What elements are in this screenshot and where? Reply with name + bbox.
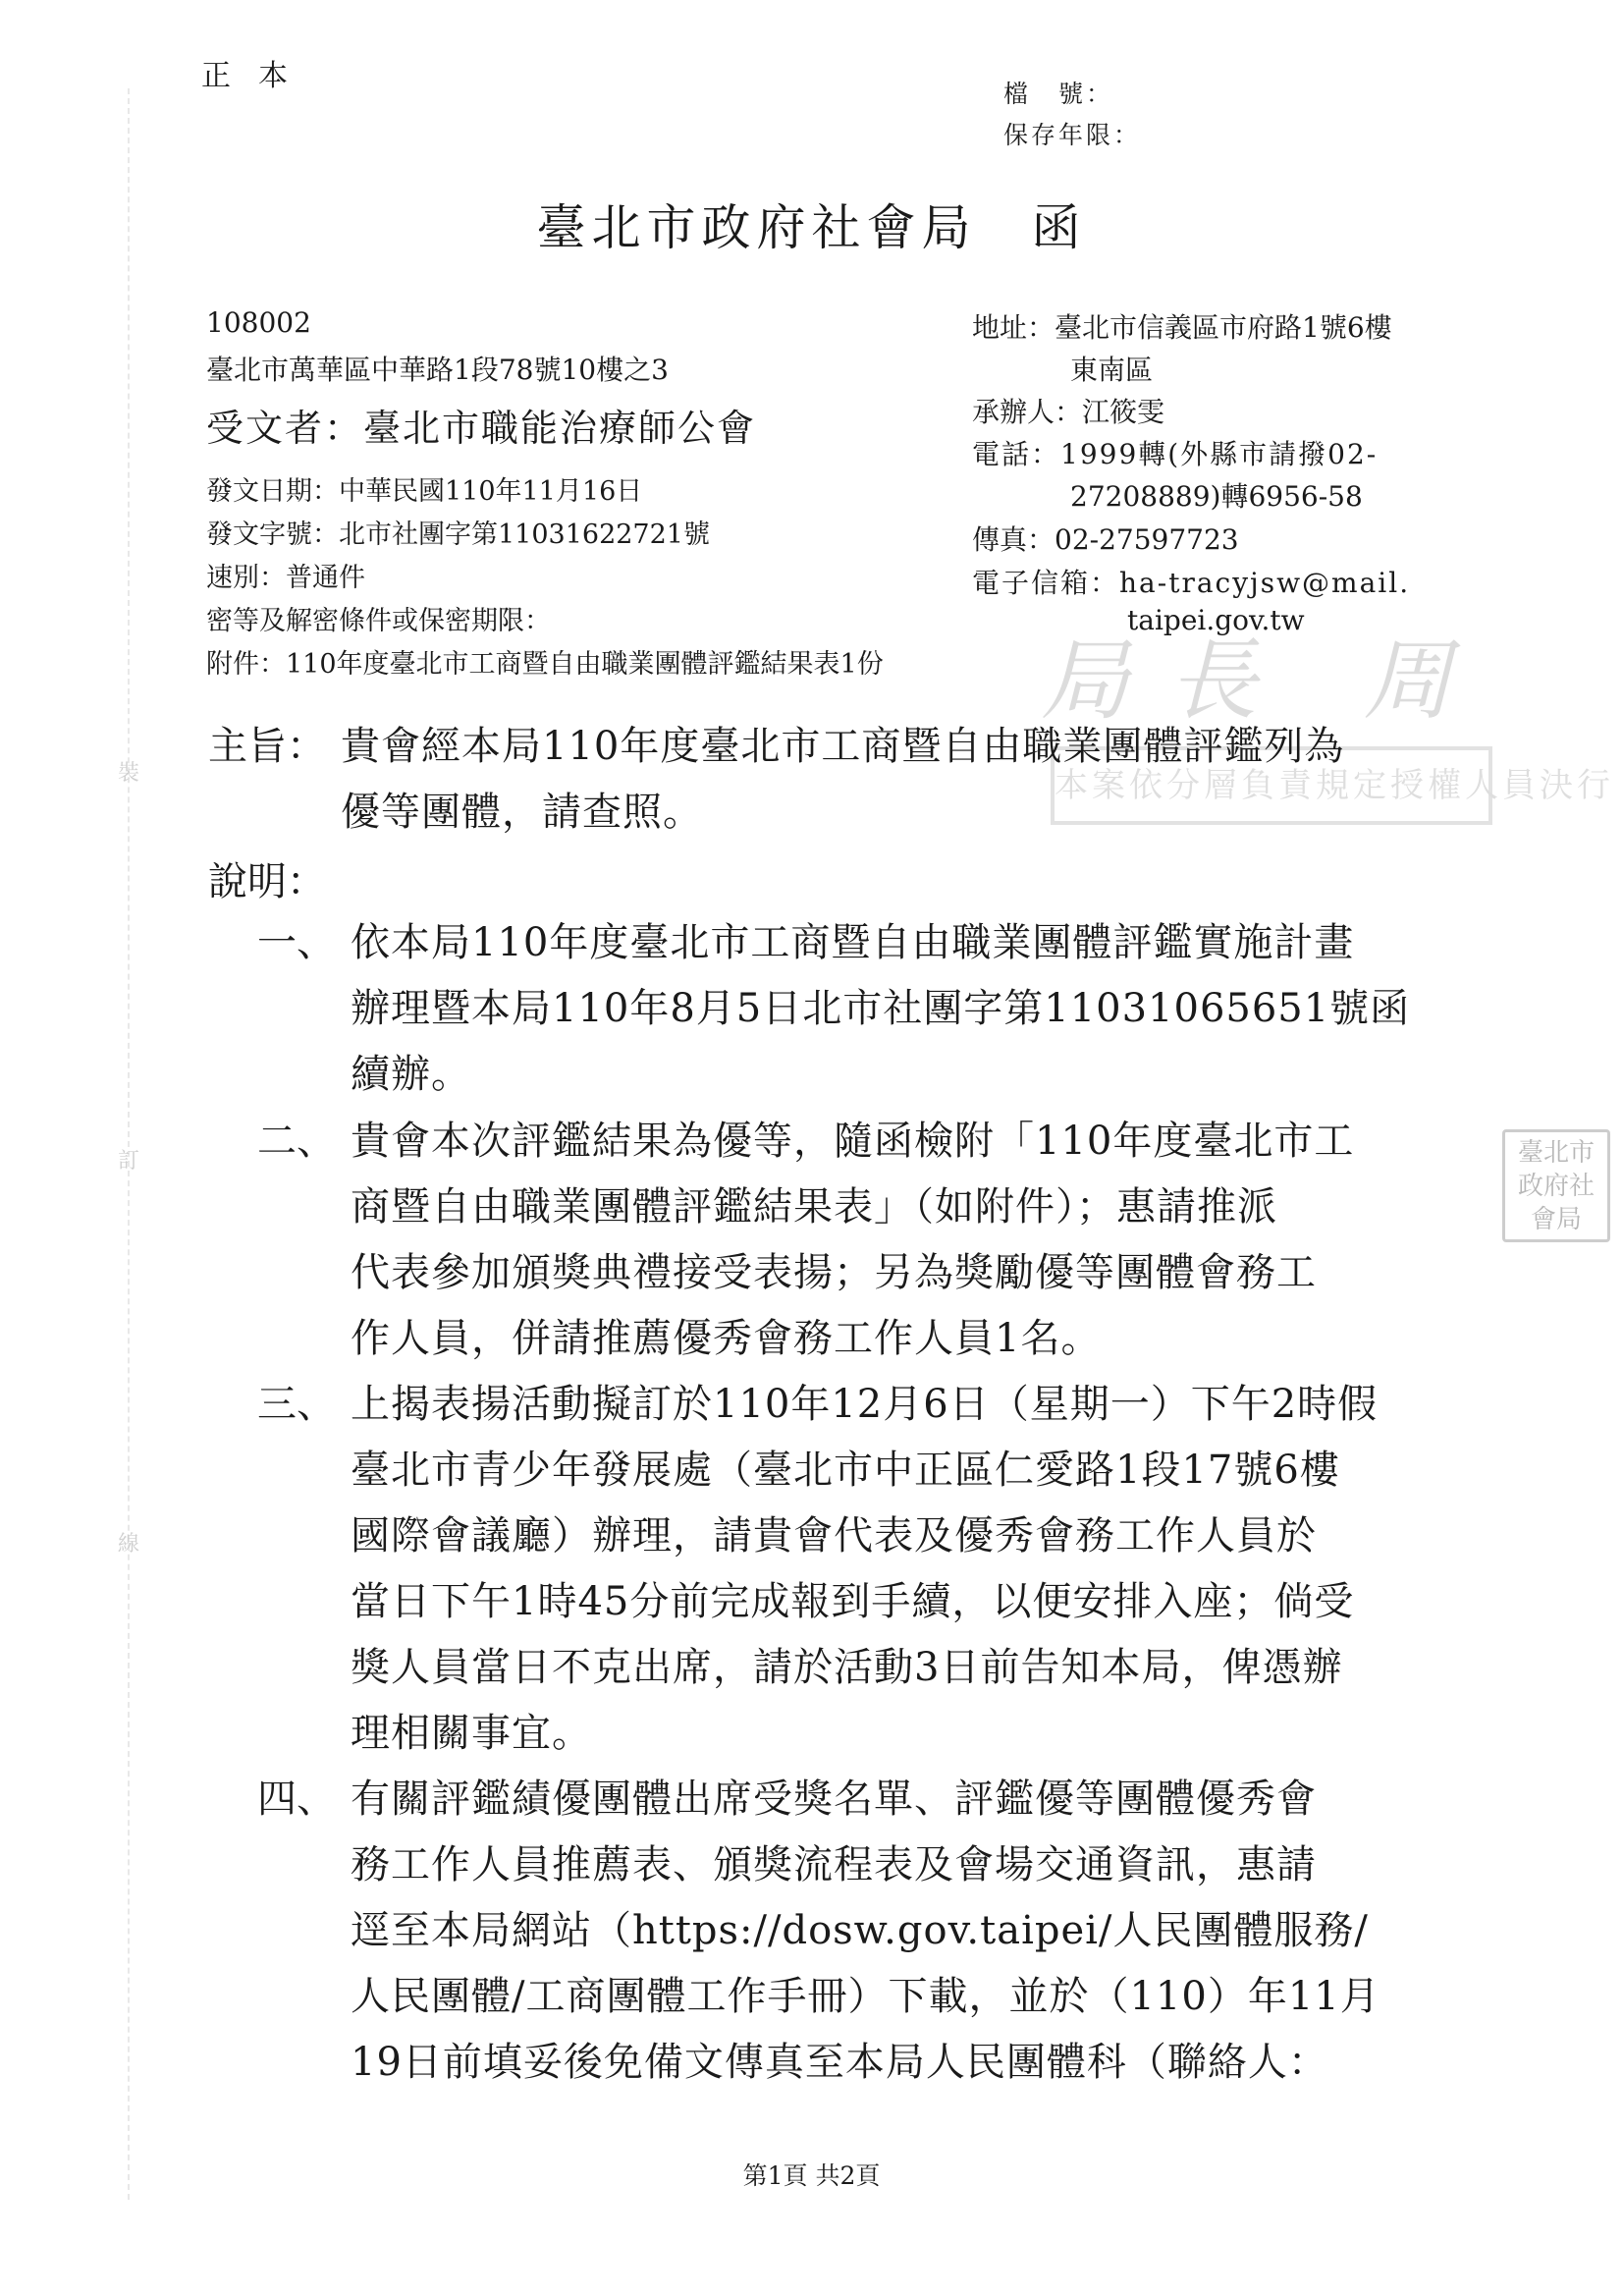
item-line: 國際會議廳）辦理，請貴會代表及優秀會務工作人員於 <box>351 1513 1317 1558</box>
recipient: 受文者：臺北市職能治療師公會 <box>206 407 757 450</box>
issue-date: 發文日期：中華民國110年11月16日 <box>206 476 643 507</box>
official-seal-text: 臺北市政府社會局 <box>1517 1138 1595 1234</box>
item-line: 臺北市青少年發展處（臺北市中正區仁愛路1段17號6樓 <box>351 1448 1340 1493</box>
director-signature-stamp: 局長 周 <box>1041 629 1491 733</box>
item-number: 一、 <box>257 920 336 965</box>
item-line: 商暨自由職業團體評鑑結果表」（如附件）；惠請推派 <box>351 1184 1277 1230</box>
subject-label: 主旨： <box>208 724 326 769</box>
item-line: 貴會本次評鑑結果為優等，隨函檢附「110年度臺北市工 <box>351 1119 1355 1164</box>
attachment: 附件：110年度臺北市工商暨自由職業團體評鑑結果表1份 <box>206 649 884 680</box>
item-line: 逕至本局網站（https://dosw.gov.taipei/人民團體服務/ <box>351 1908 1369 1953</box>
item-line: 依本局110年度臺北市工商暨自由職業團體評鑑實施計畫 <box>351 920 1355 965</box>
item-line: 理相關事宜。 <box>351 1711 592 1756</box>
contact-phone-cont: 27208889)轉6956-58 <box>1070 480 1363 513</box>
item-line: 19日前填妥後免備文傳真至本局人民團體科（聯絡人： <box>351 2040 1328 2085</box>
document-number: 發文字號：北市社團字第11031622721號 <box>206 519 710 550</box>
binding-mark-zhuang: 裝 <box>118 761 140 786</box>
item-line: 人民團體/工商團體工作手冊）下載，並於（110）年11月 <box>351 1974 1380 2019</box>
item-line: 續辦。 <box>351 1052 471 1097</box>
official-seal <box>1502 1129 1610 1242</box>
item-line: 獎人員當日不克出席，請於活動3日前告知本局，俾憑辦 <box>351 1645 1343 1690</box>
delivery-speed: 速別：普通件 <box>206 563 365 593</box>
item-line: 有關評鑑績優團體出席受獎名單、評鑑優等團體優秀會 <box>351 1777 1317 1822</box>
item-number: 二、 <box>257 1119 336 1164</box>
item-line: 代表參加頒獎典禮接受表揚；另為獎勵優等團體會務工 <box>351 1250 1317 1295</box>
item-line: 當日下午1時45分前完成報到手續，以便安排入座；倘受 <box>351 1579 1355 1624</box>
page-footer: 第1頁 共2頁 <box>742 2161 881 2190</box>
copy-mark: 正本 <box>201 59 315 93</box>
subject-line: 貴會經本局110年度臺北市工商暨自由職業團體評鑑列為 <box>341 724 1345 769</box>
contact-email: 電子信箱：ha-tracyjsw@mail. <box>972 567 1411 599</box>
postcode: 108002 <box>206 306 311 339</box>
explanation-label: 說明： <box>208 859 326 904</box>
authorization-stamp: 本案依分層負責規定授權人員決行 <box>1051 746 1492 825</box>
item-line: 務工作人員推薦表、頒獎流程表及會場交通資訊，惠請 <box>351 1842 1317 1887</box>
document-title: 臺北市政府社會局 函 <box>536 199 1087 256</box>
item-line: 作人員，併請推薦優秀會務工作人員1名。 <box>351 1316 1102 1361</box>
file-number-label: 檔 號： <box>1003 80 1114 108</box>
item-line: 辦理暨本局110年8月5日北市社團字第11031065651號函 <box>351 986 1411 1031</box>
item-number: 四、 <box>257 1777 336 1822</box>
retention-period-label: 保存年限： <box>1003 121 1142 149</box>
contact-handler: 承辦人：江筱雯 <box>972 396 1165 428</box>
recipient-address: 臺北市萬華區中華路1段78號10樓之3 <box>206 354 669 386</box>
contact-fax: 傳真：02-27597723 <box>972 523 1239 556</box>
item-number: 三、 <box>257 1382 336 1427</box>
contact-address: 地址：臺北市信義區市府路1號6樓 <box>972 311 1392 344</box>
contact-phone: 電話：1999轉(外縣市請撥02- <box>972 438 1379 470</box>
contact-address-cont: 東南區 <box>1070 354 1154 386</box>
binding-mark-ding: 訂 <box>118 1149 140 1174</box>
binding-mark-xian: 線 <box>118 1532 140 1557</box>
security-level: 密等及解密條件或保密期限： <box>206 606 551 636</box>
contact-email-cont: taipei.gov.tw <box>1127 604 1305 636</box>
item-line: 上揭表揚活動擬訂於110年12月6日（星期一）下午2時假 <box>351 1382 1379 1427</box>
subject-line: 優等團體，請查照。 <box>341 790 703 835</box>
